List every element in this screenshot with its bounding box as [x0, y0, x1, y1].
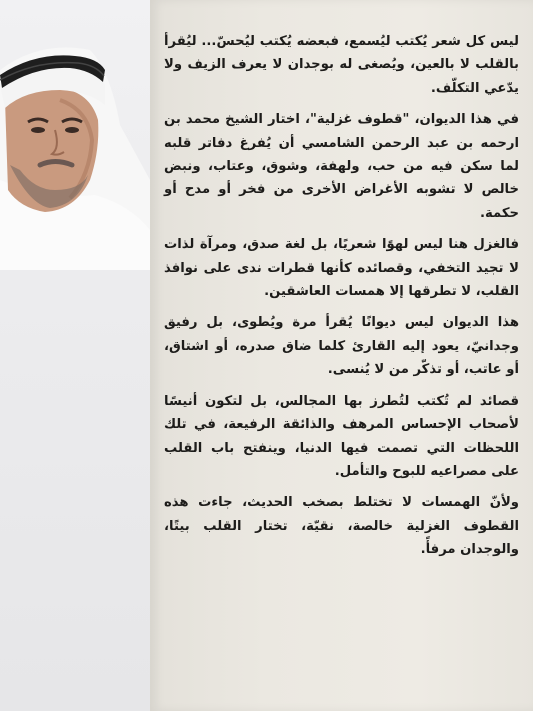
paragraph: قصائد لم تُكتب لتُطرز بها المجالس، بل لتكون أنيسًا لأصحاب الإحساس المرهف والذائقة الرفيعة، في تلك اللحظات التي تصمت فيها الدنيا، وينفتح باب القلب على مصراعيه للبوح والتأمل. — [164, 393, 519, 479]
text-page — [150, 0, 533, 711]
paragraph: فالغزل هنا ليس لهوًا شعريًا، بل لغة صدق، ومرآة لذات لا تجيد التخفي، وقصائده كأنها قطرات ندى على نوافذ القلب، لا تطرقها إلا همسات العاشقين. — [164, 237, 519, 300]
paragraph: هذا الديوان ليس ديوانًا يُقرأ مرة ويُطوى، بل رفيق وجدانيّ، يعود إليه القارئ كلما ضاق صدره، أو اشتاق، أو عاتب، أو تذكّر من لا يُنسى. — [164, 315, 519, 378]
author-portrait — [0, 30, 150, 270]
body-text — [164, 30, 519, 570]
paragraph: ولأنّ الهمسات لا تختلط بصخب الحديث، جاءت هذه القطوف الغزلية خالصة، نقيّة، تختار القلب بيتًا، والوجدان مرفأً. — [164, 495, 519, 558]
paragraph: في هذا الديوان، "قطوف غزلية"، اختار الشيخ محمد بن ارحمه بن عبد الرحمن الشامسي أن يُفرغ دفاتر قلبه لما سكن فيه من حب، ولهفة، وشوق، وعتاب، ونبض خالص لا تشوبه الأغراض الأخرى من فخر أو مدح أو حكمة. — [164, 112, 519, 221]
author-photo-panel — [0, 0, 150, 711]
paragraph: ليس كل شعر يُكتب ليُسمع، فبعضه يُكتب ليُحسّ... ليُقرأ بالقلب لا بالعين، ويُصغى له بوجدان لا يعرف الزيف ولا يدّعي التكلّف. — [164, 34, 519, 96]
